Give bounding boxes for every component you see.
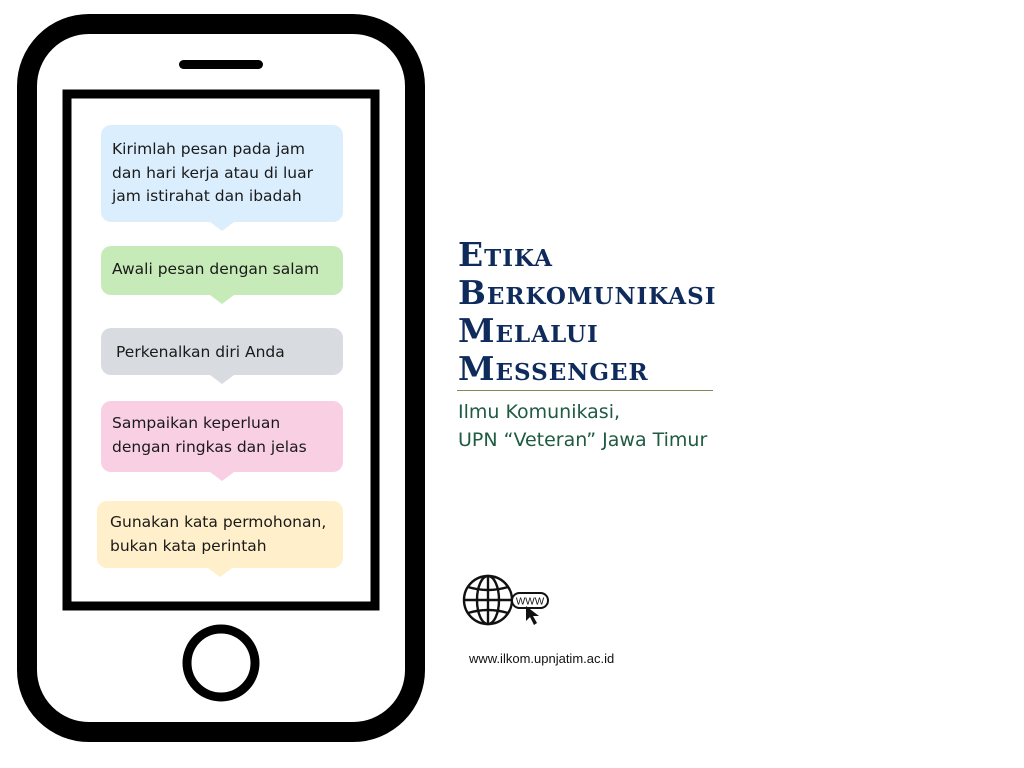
message-bubble-3 [101, 328, 343, 375]
message-bubble-2 [101, 246, 343, 295]
message-text-1: Kirimlah pesan pada jam dan hari kerja atau di luar jam istirahat dan ibadah [112, 140, 313, 205]
bubble-tail-4 [210, 472, 234, 481]
message-bubble-5 [97, 501, 343, 568]
message-text-3: Perkenalkan diri Anda [116, 343, 285, 361]
bubble-tail-3 [210, 375, 234, 384]
message-bubble-4 [101, 401, 343, 472]
message-text-4: Sampaikan keperluan dengan ringkas dan jelas [112, 414, 307, 456]
website-link[interactable]: www.ilkom.upnjatim.ac.id [469, 651, 615, 666]
page-title: Etika Berkomunikasi Melalui Messenger [458, 235, 717, 388]
message-text-5: Gunakan kata permohonan, bukan kata perintah [110, 513, 327, 555]
title-divider [457, 390, 713, 391]
bubble-tail-5 [208, 568, 232, 577]
smartphone-illustration [0, 0, 440, 768]
globe-www-icon [460, 572, 560, 632]
phone-speaker [179, 60, 263, 69]
bubble-tail-2 [210, 295, 234, 304]
message-bubble-1 [101, 125, 343, 222]
www-badge: WWW [515, 596, 545, 608]
subtitle: Ilmu Komunikasi, UPN “Veteran” Jawa Timur [458, 401, 708, 451]
home-button [187, 629, 255, 697]
message-text-2: Awali pesan dengan salam [112, 260, 320, 278]
bubble-tail-1 [210, 222, 234, 231]
